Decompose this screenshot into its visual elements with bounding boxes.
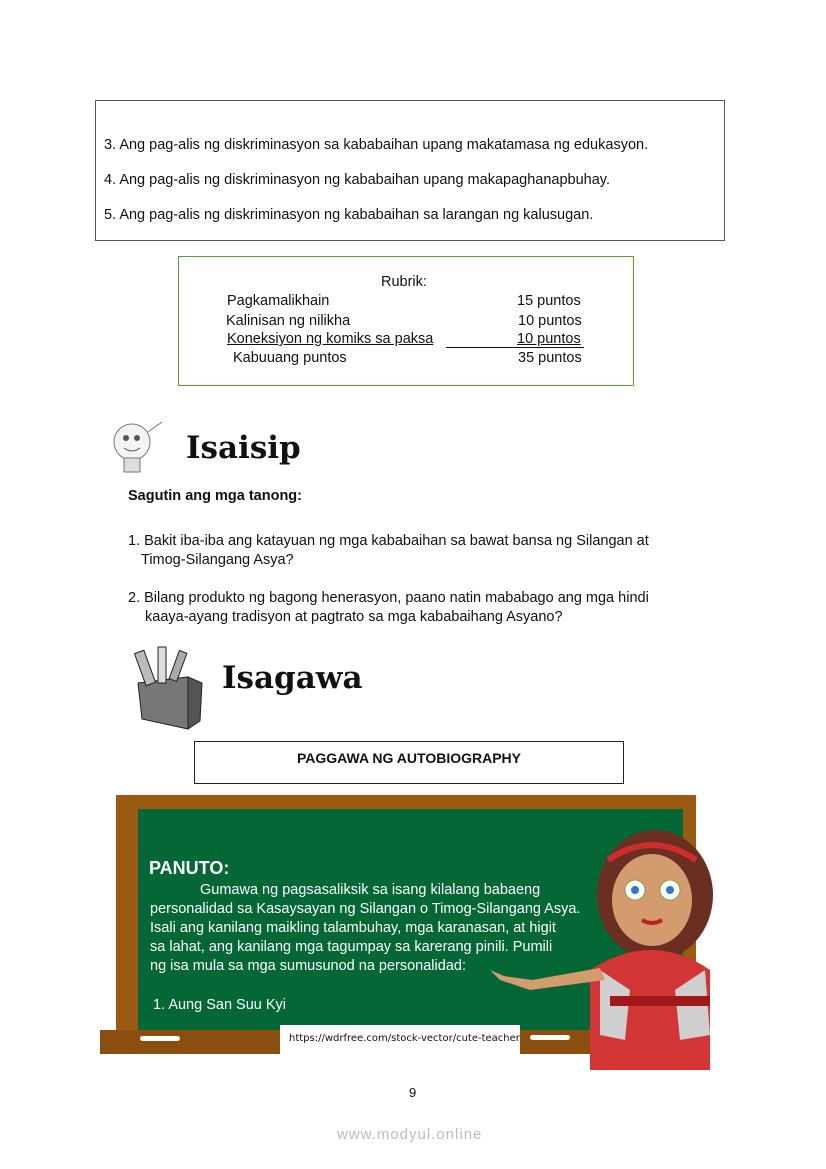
- activity-title-box: PAGGAWA NG AUTOBIOGRAPHY: [194, 741, 624, 784]
- rubric-label: Koneksiyon ng komiks sa paksa: [227, 331, 434, 347]
- list-item: 4. Ang pag-alis ng diskriminasyon ng kababaihan upang makapaghanapbuhay.: [104, 172, 610, 188]
- rubric-title: Rubrik:: [381, 274, 427, 290]
- section-heading-isaisip: Isaisip: [186, 430, 301, 466]
- list-item: 5. Ang pag-alis ng diskriminasyon ng kababaihan sa larangan ng kalusugan.: [104, 207, 594, 223]
- page-number: 9: [409, 1085, 417, 1100]
- panuto-label: PANUTO:: [149, 858, 230, 878]
- lightbulb-icon: [100, 418, 172, 478]
- question-2-cont: kaaya-ayang tradisyon at pagtrato sa mga kababaihang Asyano?: [145, 609, 563, 625]
- instruction-line: sa lahat, ang kanilang mga tagumpay sa karerang pinili. Pumili: [150, 939, 553, 955]
- list-item: 3. Ang pag-alis ng diskriminasyon sa kababaihan upang makatamasa ng edukasyon.: [104, 137, 649, 153]
- question-1-cont: Timog-Silangang Asya?: [141, 552, 294, 568]
- rubric-label: Pagkamalikhain: [227, 293, 330, 309]
- question-2: 2. Bilang produkto ng bagong henerasyon, paano natin mababago ang mga hindi: [128, 590, 649, 606]
- toolbox-icon: [128, 643, 208, 731]
- instruction-line: Isali ang kanilang maikling talambuhay, mga karanasan, at higit: [150, 920, 556, 936]
- chalk: [140, 1036, 180, 1041]
- instruction-line: Gumawa ng pagsasaliksik sa isang kilalang babaeng: [200, 882, 541, 898]
- rubric-label: Kalinisan ng nilikha: [226, 313, 351, 329]
- instruction-line: personalidad sa Kasaysayan ng Silangan o Timog-Silangang Asya.: [150, 901, 581, 917]
- rubric-points: 35 puntos: [518, 350, 582, 366]
- instruction: Sagutin ang mga tanong:: [128, 488, 302, 504]
- rubric-points: 10 puntos: [518, 313, 582, 329]
- underline: [446, 347, 584, 348]
- image-credit: https://wdrfree.com/stock-vector/cute-teacher: [289, 1033, 520, 1044]
- rubric-label: Kabuuang puntos: [233, 350, 347, 366]
- watermark: www.modyul.online: [337, 1126, 483, 1143]
- rubric-points: 10 puntos: [517, 331, 581, 347]
- instruction-line: ng isa mula sa mga sumusunod na personalidad:: [150, 958, 466, 974]
- rubric-points: 15 puntos: [517, 293, 581, 309]
- question-1: 1. Bakit iba-iba ang katayuan ng mga kababaihan sa bawat bansa ng Silangan at: [128, 533, 649, 549]
- personality-item: 1. Aung San Suu Kyi: [153, 997, 287, 1013]
- section-heading-isagawa: Isagawa: [222, 660, 363, 696]
